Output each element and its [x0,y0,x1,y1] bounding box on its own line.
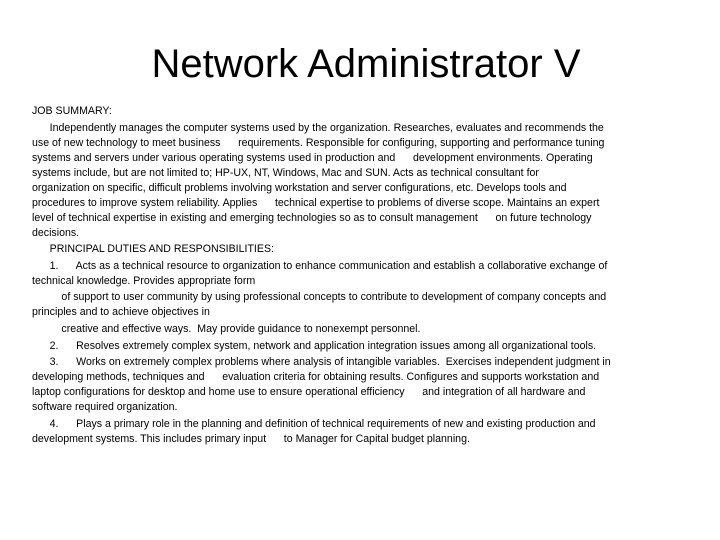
summary-line: systems and servers under various operating systems used in production and development environments. Operating [32,151,593,164]
duty-line: 2. Resolves extremely complex system, network and application integration issues among all organizational tools. [32,339,597,352]
duty-line: technical knowledge. Provides appropriate form [32,274,256,287]
summary-line: level of technical expertise in existing and emerging technologies so as to consult management on future technology [32,211,592,224]
duty-line: 4. Plays a primary role in the planning and definition of technical requirements of new and existing production and [32,417,596,430]
summary-line: organization on specific, difficult problems involving workstation and server configurations, etc. Develops tools and [32,181,567,194]
summary-line: Independently manages the computer systems used by the organization. Researches, evaluates and recommends the [32,121,604,134]
summary-line: systems include, but are not limited to; HP-UX, NT, Windows, Mac and SUN. Acts as technical consultant for [32,166,539,179]
duty-line: software required organization. [32,401,178,414]
slide-title: Network Administrator V [151,42,581,86]
duty-line: creative and effective ways. May provide guidance to nonexempt personnel. [32,322,421,335]
duty-line: laptop configurations for desktop and home use to ensure operational efficiency and integration of all hardware and [32,386,586,399]
duty-line: of support to user community by using professional concepts to contribute to development of company concepts and [32,291,607,304]
duty-line: 3. Works on extremely complex problems where analysis of intangible variables. Exercises independent judgment in [32,356,611,369]
job-summary-heading: JOB SUMMARY: [32,105,112,117]
duty-line: development systems. This includes primary input to Manager for Capital budget planning. [32,432,470,445]
duty-line: 1. Acts as a technical resource to organization to enhance communication and establish a collaborative exchange of [32,259,608,272]
summary-line: use of new technology to meet business requirements. Responsible for configuring, supporting and performance tuning [32,136,605,149]
summary-line: decisions. [32,226,80,239]
slide-body [32,104,696,447]
duty-line: developing methods, techniques and evaluation criteria for obtaining results. Configures and supports workstation and [32,371,600,384]
summary-line: procedures to improve system reliability. Applies technical expertise to problems of diverse scope. Maintains an expert [32,196,600,209]
duties-heading: PRINCIPAL DUTIES AND RESPONSIBILITIES: [32,243,274,256]
duty-line: principles and to achieve objectives in [32,306,210,319]
